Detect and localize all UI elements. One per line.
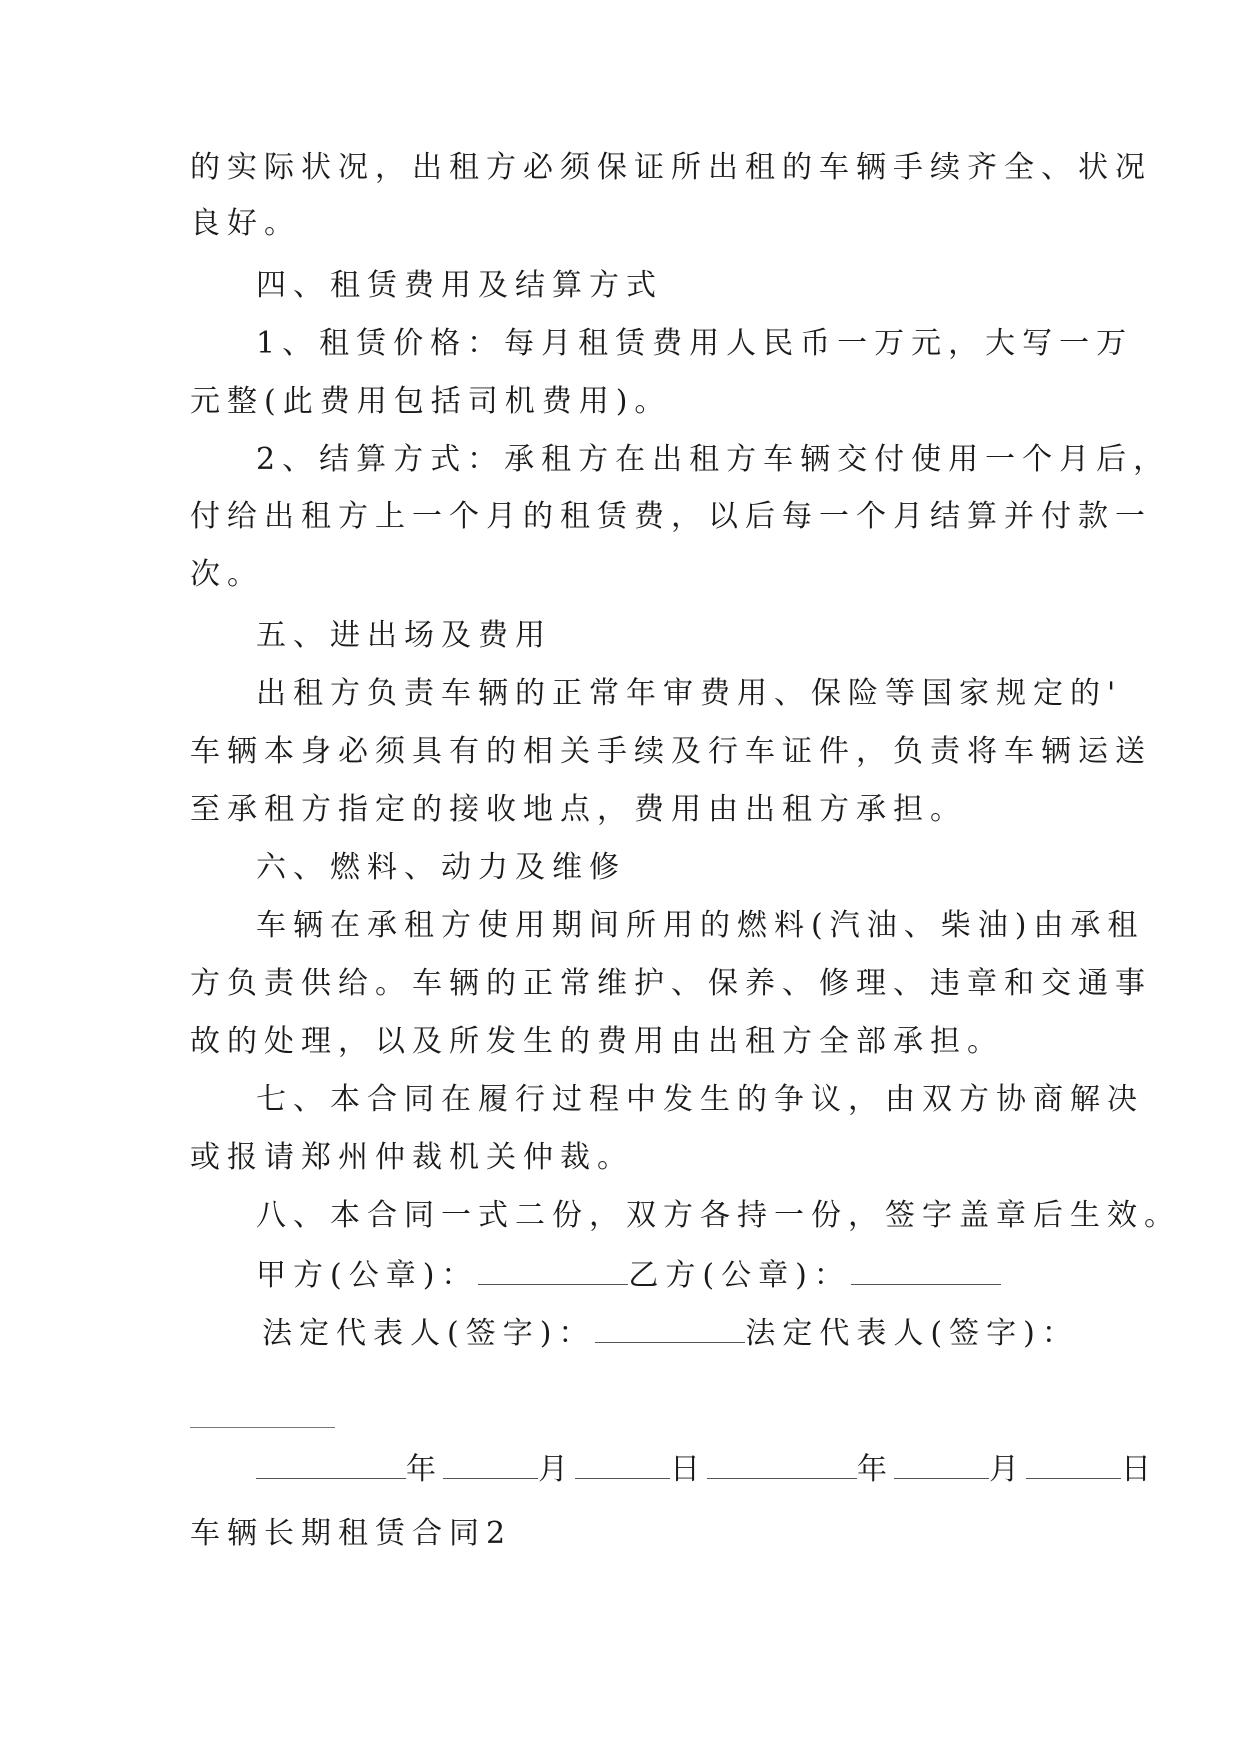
day-blank [1026, 1448, 1121, 1479]
text-line: 元整(此费用包括司机费用)。 [190, 384, 672, 419]
text-line: 七、本合同在履行过程中发生的争议，由双方协商解决 [256, 1082, 1144, 1117]
section-heading: 六、燃料、动力及维修 [256, 850, 626, 885]
text-line: 或报请郑州仲裁机关仲裁。 [190, 1140, 634, 1175]
month-label: 月 [538, 1452, 575, 1487]
text-line: 八、本合同一式二份，双方各持一份，签字盖章后生效。 [256, 1198, 1181, 1233]
text-line: 故的处理，以及所发生的费用由出租方全部承担。 [190, 1024, 1004, 1059]
text-line: 车辆本身必须具有的相关手续及行车证件，负责将车辆运送 [190, 734, 1152, 769]
text-line: 次。 [190, 557, 264, 592]
text-line: 至承租方指定的接收地点，费用由出租方承担。 [190, 792, 967, 827]
next-contract-title: 车辆长期租赁合同2 [190, 1516, 513, 1551]
text-line: 方负责供给。车辆的正常维护、保养、修理、违章和交通事 [190, 966, 1152, 1001]
day-blank [575, 1448, 670, 1479]
year-blank [256, 1448, 406, 1479]
text-line: 出租方负责车辆的正常年审费用、保险等国家规定的' [256, 676, 1123, 711]
month-label: 月 [989, 1452, 1026, 1487]
rep-a-label: 法定代表人(签字)： [262, 1316, 596, 1351]
text-line: 良好。 [190, 206, 301, 241]
party-a-blank [478, 1254, 628, 1285]
signature-dates [256, 1448, 1158, 1488]
year-label: 年 [857, 1452, 894, 1487]
rep-b-label: 法定代表人(签字)： [745, 1316, 1079, 1351]
party-b-blank [851, 1254, 1001, 1285]
section-heading: 五、进出场及费用 [256, 618, 552, 653]
month-blank [894, 1448, 989, 1479]
party-b-label: 乙方(公章)： [628, 1258, 851, 1293]
month-blank [443, 1448, 538, 1479]
year-label: 年 [406, 1452, 443, 1487]
text-line: 1、租赁价格：每月租赁费用人民币一万元，大写一万 [256, 326, 1134, 361]
rep-a-blank [595, 1312, 745, 1343]
year-blank [707, 1448, 857, 1479]
text-line: 2、结算方式：承租方在出租方车辆交付使用一个月后， [256, 442, 1171, 477]
signature-representatives [262, 1312, 1079, 1352]
day-label: 日 [1121, 1452, 1158, 1487]
rep-b-blank [190, 1427, 335, 1428]
section-heading: 四、租赁费用及结算方式 [256, 268, 663, 303]
party-a-label: 甲方(公章)： [256, 1258, 479, 1293]
signature-parties [256, 1254, 1001, 1294]
text-line: 车辆在承租方使用期间所用的燃料(汽油、柴油)由承租 [256, 908, 1145, 943]
text-line: 付给出租方上一个月的租赁费，以后每一个月结算并付款一 [190, 499, 1152, 534]
day-label: 日 [670, 1452, 707, 1487]
text-line: 的实际状况，出租方必须保证所出租的车辆手续齐全、状况 [190, 150, 1152, 185]
